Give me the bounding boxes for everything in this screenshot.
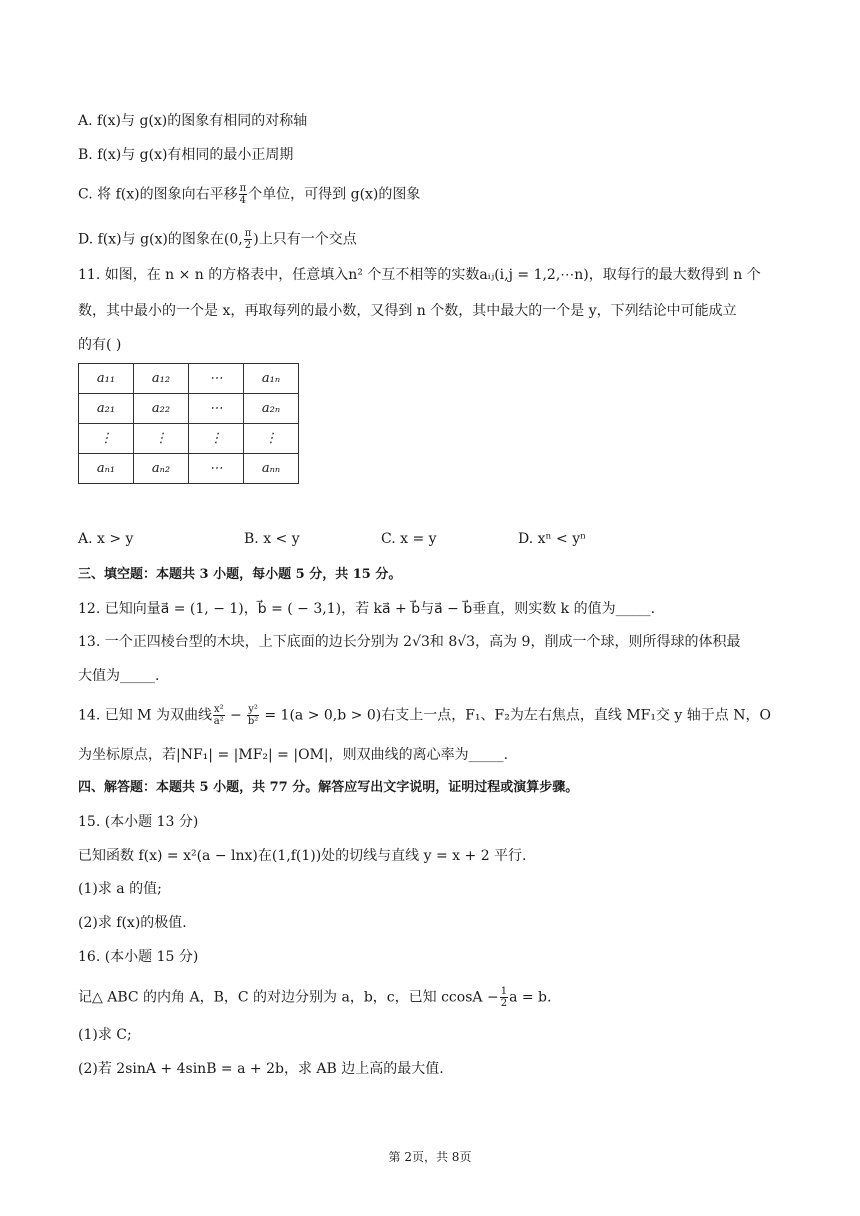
q10-option-a: A. f(x)与 g(x)的图象有相同的对称轴 [78,113,308,129]
q14-pre: 14. 已知 M 为双曲线 [78,707,212,724]
q16-heading: 16. (本小题 15 分) [78,949,199,965]
section-4-heading: 四、解答题：本题共 5 小题，共 77 分。解答应写出文字说明，证明过程或演算步骤。 [78,780,579,795]
fraction-denominator: 4 [239,195,247,206]
table-cell: a₂ₙ [244,394,299,424]
fraction-numerator: x² [213,704,224,715]
section-3-heading: 三、填空题：本题共 3 小题，每小题 5 分，共 15 分。 [78,567,402,582]
q10-option-d-pre: D. f(x)与 g(x)的图象在(0, [78,231,243,248]
q16-stem-post: a = b. [509,989,552,1006]
table-cell: a₁ₙ [244,364,299,394]
q15-heading: 15. (本小题 13 分) [78,814,199,830]
q10-option-d [78,228,357,251]
fraction-numerator: π [244,228,252,239]
q15-part-1: (1)求 a 的值; [78,881,162,897]
q10-option-c-post: 个单位，可得到 g(x)的图象 [248,186,421,203]
table-cell: ⋮ [79,424,134,454]
q14-fraction-x [213,704,225,727]
table-cell: ⋯ [189,394,244,424]
table-row [79,364,299,394]
q13-line-1: 13. 一个正四棱台型的木块，上下底面的边长分别为 2√3和 8√3，高为 9，削成一个球，则所得球的体积最 [78,634,741,650]
q14-minus: − [225,707,247,724]
q14-fraction-y [247,704,259,727]
q12-text: 12. 已知向量a⃗ = (1, − 1)，b⃗ = ( − 3,1)，若 ka⃗ + b⃗与a⃗ − b⃗垂直，则实数 k 的值为_____. [78,601,656,617]
table-row [79,454,299,484]
q11-line-3: 的有( ) [78,337,122,353]
fraction-denominator: b² [247,716,259,727]
table-cell: a₁₂ [134,364,189,394]
table-row [79,394,299,424]
table-cell: aₙ₂ [134,454,189,484]
table-cell: a₁₁ [79,364,134,394]
q13-line-2: 大值为_____. [78,668,160,684]
q11-option-c: C. x = y [381,531,437,547]
fraction-denominator: 2 [500,998,508,1009]
table-row [79,424,299,454]
table-cell: ⋯ [189,454,244,484]
q11-option-a: A. x > y [78,531,134,547]
q10-option-d-post: )上只有一个交点 [253,231,357,248]
q10-option-c-pre: C. 将 f(x)的图象向右平移 [78,186,238,203]
table-cell: ⋮ [189,424,244,454]
q16-stem [78,986,551,1009]
q15-part-2: (2)求 f(x)的极值. [78,915,187,931]
q11-option-b: B. x < y [244,531,300,547]
matrix-table [78,363,299,484]
fraction-numerator: 1 [500,986,508,997]
table-cell: ⋯ [189,364,244,394]
fraction-numerator: π [239,183,247,194]
q16-part-1: (1)求 C; [78,1027,132,1043]
table-cell: a₂₂ [134,394,189,424]
q16-part-2: (2)若 2sinA + 4sinB = a + 2b，求 AB 边上高的最大值. [78,1061,444,1077]
q10-option-d-fraction [244,228,253,251]
fraction-numerator: y² [248,704,258,715]
q10-option-b: B. f(x)与 g(x)有相同的最小正周期 [78,147,294,163]
q14-post: = 1(a > 0,b > 0)右支上一点，F₁、F₂为左右焦点，直线 MF₁交 y 轴于点 N，O [259,707,771,724]
table-cell: aₙ₁ [79,454,134,484]
q14-line-2: 为坐标原点，若|NF₁| = |MF₂| = |OM|，则双曲线的离心率为_____. [78,747,509,763]
q15-stem: 已知函数 f(x) = x²(a − lnx)在(1,f(1))处的切线与直线 y = x + 2 平行. [78,848,527,864]
q10-option-c-fraction [239,183,248,206]
q14-line-1 [78,704,771,727]
fraction-denominator: 2 [244,240,252,251]
page-footer: 第 2页，共 8页 [388,1150,472,1164]
table-cell: ⋮ [134,424,189,454]
q10-option-c [78,183,420,206]
q16-fraction [500,986,508,1009]
fraction-denominator: a² [213,716,224,727]
q11-line-1: 11. 如图，在 n × n 的方格表中，任意填入n² 个互不相等的实数aᵢⱼ(i,j = 1,2,⋯n)，取每行的最大数得到 n 个 [78,267,761,283]
q11-option-d: D. xⁿ < yⁿ [518,531,587,547]
q16-stem-pre: 记△ ABC 的内角 A，B，C 的对边分别为 a，b，c，已知 ccosA − [78,989,499,1006]
q11-line-2: 数，其中最小的一个是 x，再取每列的最小数，又得到 n 个数，其中最大的一个是 y，下列结论中可能成立 [78,303,737,319]
table-cell: ⋮ [244,424,299,454]
table-cell: a₂₁ [79,394,134,424]
table-cell: aₙₙ [244,454,299,484]
